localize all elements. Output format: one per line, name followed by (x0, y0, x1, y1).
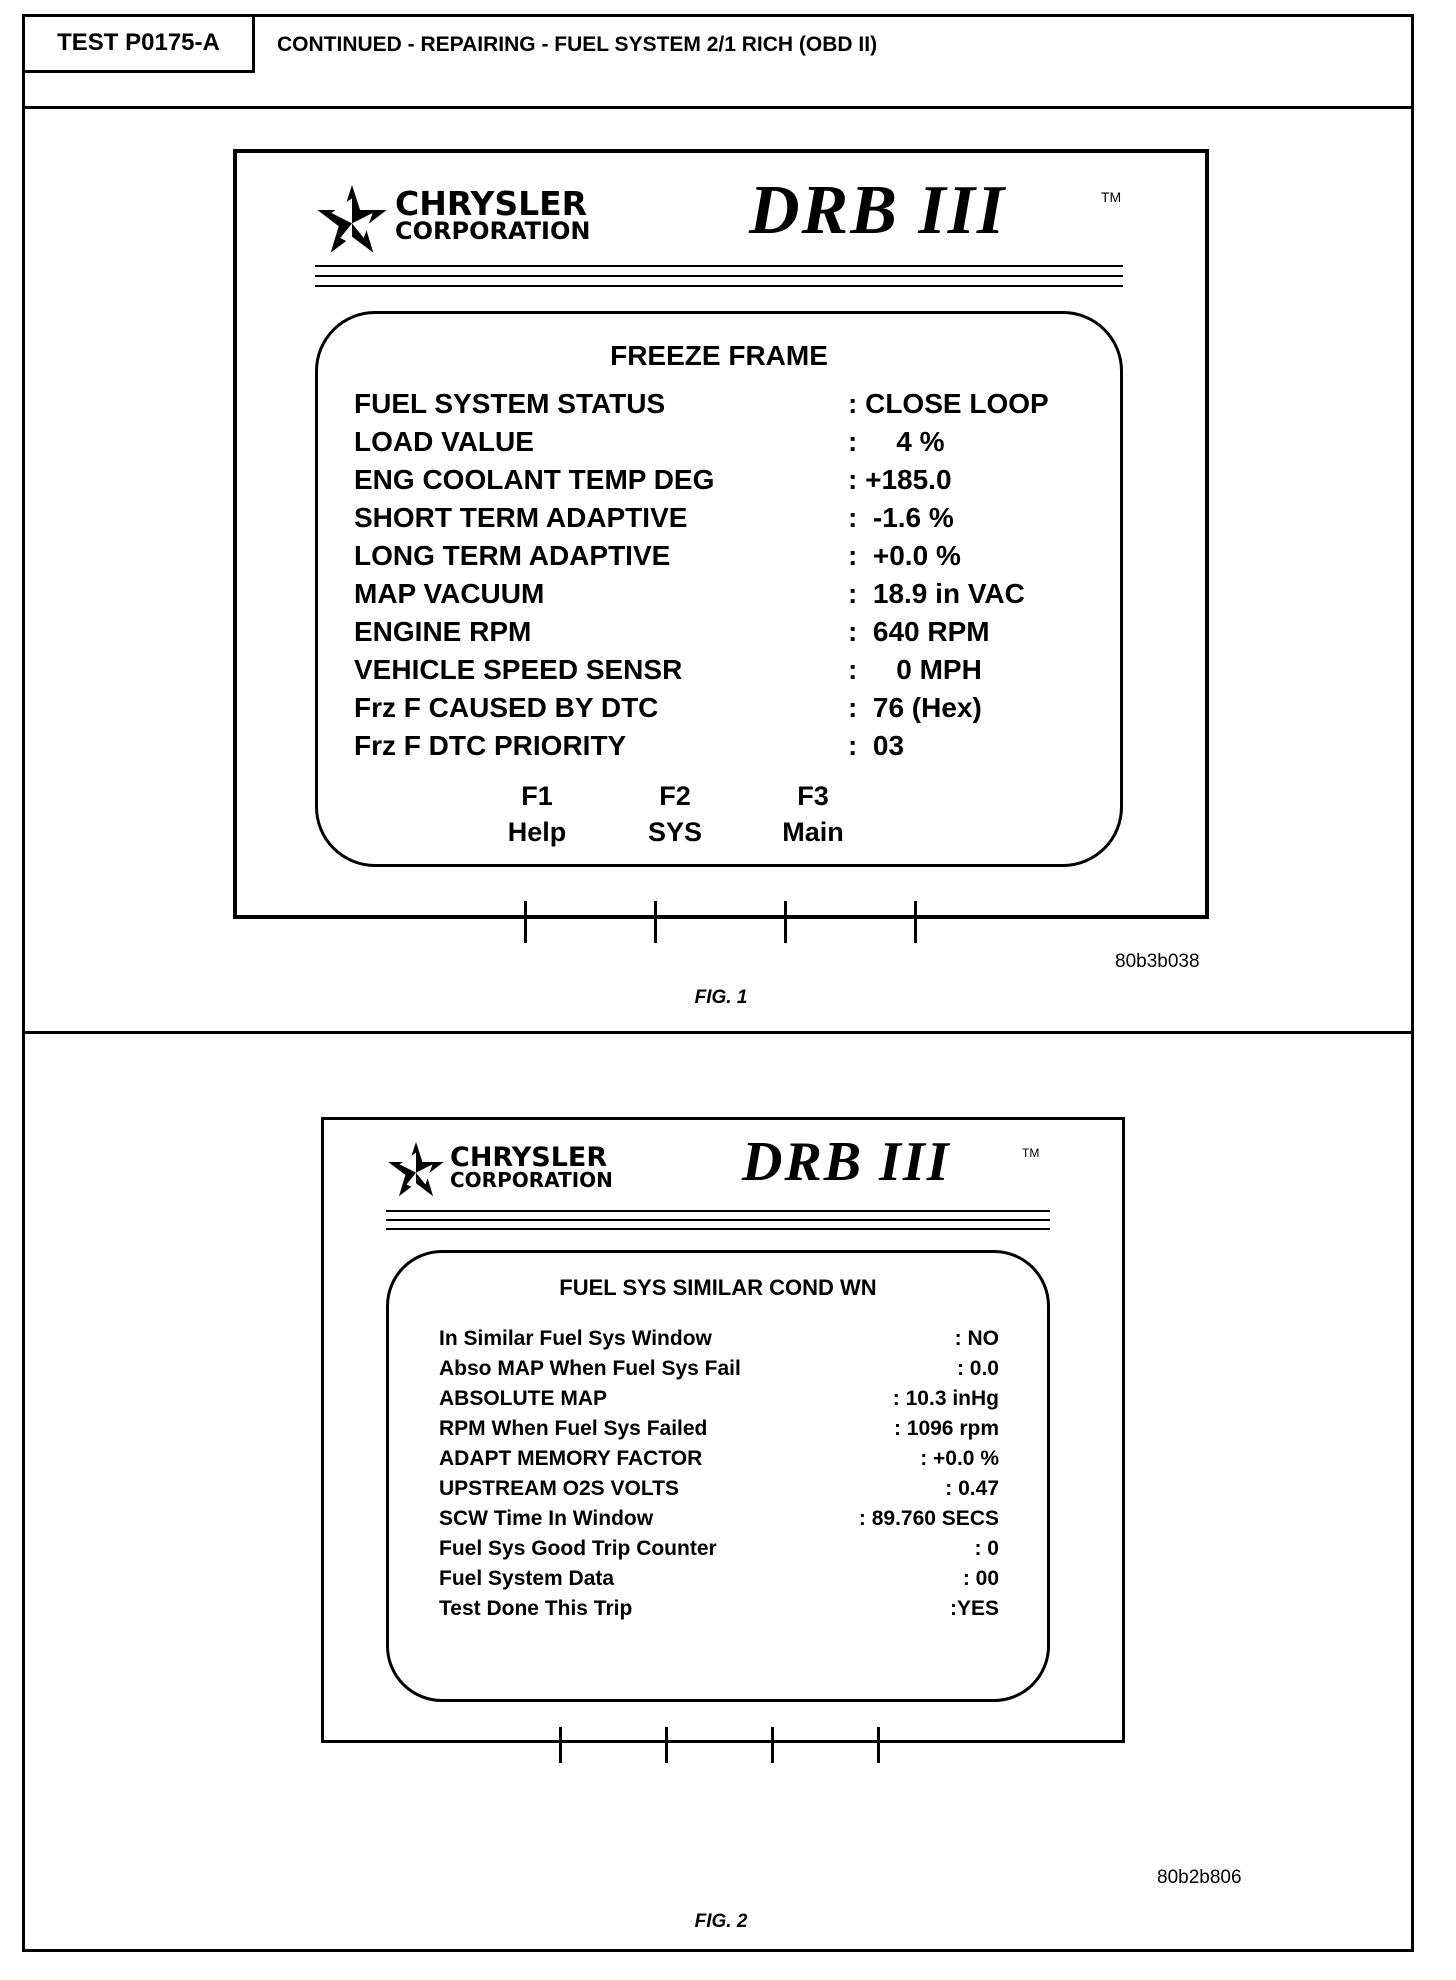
pentastar-logo-icon (315, 185, 389, 255)
function-key-f1 (468, 778, 606, 850)
section-divider (25, 1031, 1411, 1034)
data-row (439, 1357, 999, 1387)
page-title: CONTINUED - REPAIRING - FUEL SYSTEM 2/1 RICH (OBD II) (277, 33, 878, 56)
row-label: Frz F CAUSED BY DTC (354, 692, 659, 723)
key-tick (877, 1727, 880, 1763)
company-name (450, 1142, 613, 1192)
product-logo: DRB III (742, 1131, 951, 1193)
row-label: ABSOLUTE MAP (439, 1387, 607, 1410)
trademark-mark: TM (1101, 189, 1122, 205)
row-label: SHORT TERM ADAPTIVE (354, 502, 688, 533)
image-code: 80b3b038 (1115, 951, 1200, 972)
row-label: LONG TERM ADAPTIVE (354, 540, 671, 571)
row-value: : 0 (974, 1537, 999, 1560)
row-value: : +185.0 (848, 464, 952, 495)
row-value: : 03 (848, 730, 905, 761)
function-key-label: Help (507, 817, 567, 847)
row-label: MAP VACUUM (354, 578, 545, 609)
condition-data-list (439, 1327, 999, 1627)
row-label: VEHICLE SPEED SENSR (354, 654, 683, 685)
function-key-label: Main (782, 817, 844, 847)
function-key-labels (468, 778, 882, 850)
screen-title: FUEL SYS SIMILAR COND WN (559, 1275, 877, 1300)
function-key-f3 (744, 778, 882, 850)
row-value: : +0.0 % (920, 1447, 999, 1470)
row-value: : 00 (962, 1567, 999, 1590)
row-value: : 1096 rpm (893, 1417, 999, 1440)
data-row (439, 1597, 999, 1627)
row-value: : 0.0 (956, 1357, 999, 1380)
data-row (439, 1567, 999, 1597)
key-tick (524, 901, 527, 943)
key-tick (784, 901, 787, 943)
data-row (439, 1537, 999, 1567)
row-label: Frz F DTC PRIORITY (354, 730, 627, 761)
data-row (354, 692, 1114, 730)
function-key-f2 (606, 778, 744, 850)
test-id-label: TEST P0175-A (25, 17, 255, 73)
product-logo: DRB III (749, 172, 1007, 249)
row-label: UPSTREAM O2S VOLTS (439, 1477, 679, 1500)
row-label: LOAD VALUE (354, 426, 534, 457)
row-label: ENG COOLANT TEMP DEG (354, 464, 715, 495)
page-frame (22, 14, 1414, 1952)
figure-caption: FIG. 1 (694, 987, 748, 1008)
data-row (439, 1327, 999, 1357)
company-line-1: CHRYSLER (395, 184, 588, 223)
freeze-frame-data-list (354, 388, 1114, 768)
trademark-mark: TM (1022, 1146, 1040, 1160)
row-label: Fuel System Data (439, 1567, 615, 1590)
data-row (439, 1447, 999, 1477)
key-tick (654, 901, 657, 943)
row-value: : 640 RPM (848, 616, 990, 647)
row-value: : -1.6 % (848, 502, 954, 533)
data-row (439, 1507, 999, 1537)
row-label: Abso MAP When Fuel Sys Fail (439, 1357, 741, 1380)
data-row (354, 730, 1114, 768)
function-key-label: SYS (647, 817, 703, 847)
company-line-1: CHRYSLER (450, 1142, 608, 1173)
figure-caption: FIG. 2 (694, 1911, 748, 1932)
row-label: Fuel Sys Good Trip Counter (439, 1537, 717, 1560)
row-value: : 18.9 in VAC (848, 578, 1025, 609)
row-value: : CLOSE LOOP (848, 388, 1049, 419)
key-tick (914, 901, 917, 943)
function-key-name: F2 (659, 781, 691, 811)
data-row (354, 426, 1114, 464)
key-tick (665, 1727, 668, 1763)
header-row (25, 17, 1411, 109)
company-line-2: CORPORATION (450, 1168, 613, 1192)
row-value: : NO (954, 1327, 999, 1350)
row-label: RPM When Fuel Sys Failed (439, 1417, 708, 1440)
row-value: :YES (949, 1597, 999, 1620)
row-value: : 0.47 (945, 1477, 999, 1500)
company-line-2: CORPORATION (395, 217, 591, 245)
data-row (439, 1387, 999, 1417)
row-value: : 10.3 inHg (892, 1387, 999, 1410)
row-value: : +0.0 % (848, 540, 961, 571)
rule-lines (386, 1210, 1050, 1238)
row-label: SCW Time In Window (439, 1507, 654, 1530)
drb-device-figure-1 (233, 149, 1209, 919)
rule-lines (315, 265, 1123, 295)
row-value: : 0 MPH (848, 654, 982, 685)
function-key-name: F1 (521, 781, 553, 811)
data-row (354, 654, 1114, 692)
pentastar-logo-icon (386, 1142, 446, 1198)
row-label: Test Done This Trip (439, 1597, 633, 1620)
image-code: 80b2b806 (1157, 1867, 1242, 1888)
key-tick (559, 1727, 562, 1763)
row-value: : 89.760 SECS (858, 1507, 999, 1530)
row-label: In Similar Fuel Sys Window (439, 1327, 712, 1350)
screen-title: FREEZE FRAME (610, 340, 828, 371)
row-label: ADAPT MEMORY FACTOR (439, 1447, 703, 1470)
display-screen (315, 311, 1123, 867)
data-row (354, 540, 1114, 578)
data-row (354, 388, 1114, 426)
data-row (354, 616, 1114, 654)
data-row (439, 1477, 999, 1507)
data-row (354, 464, 1114, 502)
row-value: : 4 % (848, 426, 945, 457)
row-label: FUEL SYSTEM STATUS (354, 388, 666, 419)
data-row (354, 578, 1114, 616)
display-screen (386, 1250, 1050, 1702)
data-row (439, 1417, 999, 1447)
row-label: ENGINE RPM (354, 616, 532, 647)
row-value: : 76 (Hex) (848, 692, 982, 723)
data-row (354, 502, 1114, 540)
company-name (395, 184, 591, 245)
drb-device-figure-2 (321, 1117, 1125, 1743)
function-key-name: F3 (797, 781, 829, 811)
key-tick (771, 1727, 774, 1763)
